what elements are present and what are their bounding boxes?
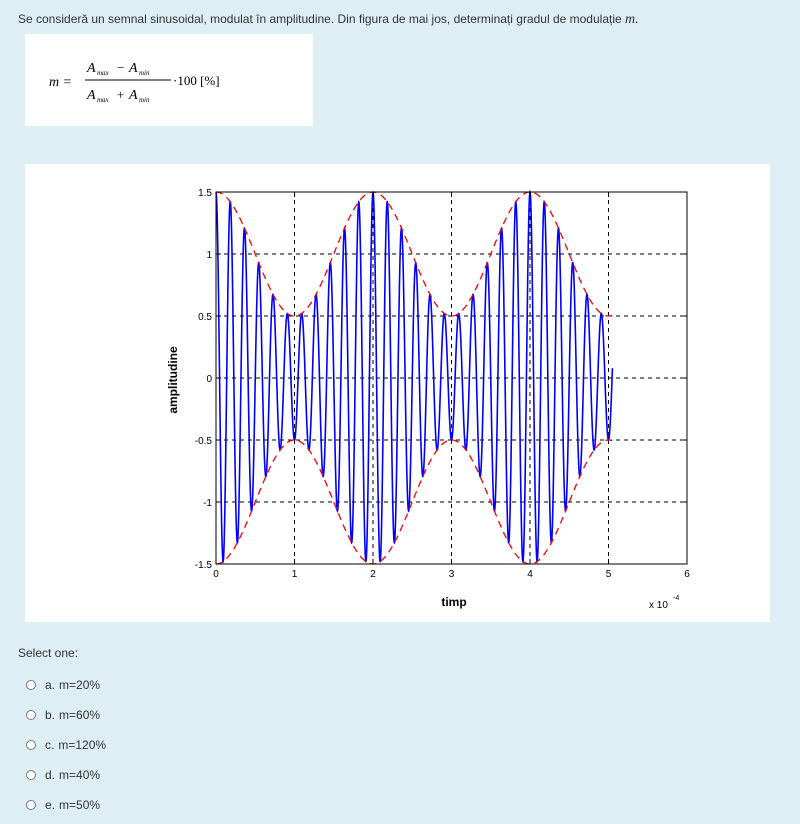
x-tick-label: 5	[605, 569, 612, 580]
formula-num-a: A	[87, 61, 96, 76]
formula-den-plus: +	[117, 87, 125, 102]
radio-icon[interactable]	[26, 740, 36, 750]
option-letter: e.	[45, 798, 56, 812]
radio-icon[interactable]	[26, 770, 36, 780]
formula-num-b: A	[129, 61, 138, 76]
option-e[interactable]	[18, 790, 106, 820]
y-tick-label: -0.5	[194, 436, 212, 447]
x-tick-label: 4	[527, 569, 533, 580]
question-variable: m.	[625, 12, 639, 27]
y-tick-label: 1.5	[198, 188, 212, 199]
formula-den-b: A	[129, 88, 138, 103]
select-one-prompt: Select one:	[18, 646, 79, 660]
radio-icon[interactable]	[26, 710, 36, 720]
radio-icon[interactable]	[26, 680, 36, 690]
x-tick-label: 1	[291, 569, 298, 580]
formula-den-b-sub: min	[139, 96, 150, 104]
y-tick-label: -1	[203, 498, 212, 509]
option-letter: b.	[45, 708, 56, 722]
y-axis-label: amplitudine	[166, 346, 180, 414]
x-tick-label: 0	[213, 569, 219, 580]
formula-image	[25, 34, 313, 126]
y-tick-label: -1.5	[194, 560, 212, 571]
x-tick-label: 3	[448, 569, 455, 580]
figure-image	[25, 164, 770, 622]
option-letter: a.	[45, 678, 56, 692]
x-multiplier: x 10	[649, 600, 668, 611]
option-label: m=60%	[59, 708, 101, 722]
x-multiplier-exponent: -4	[673, 595, 680, 602]
option-label: m=120%	[58, 738, 107, 752]
option-c[interactable]	[18, 730, 106, 760]
am-signal-line	[216, 192, 612, 561]
formula-lhs: m =	[49, 75, 73, 90]
modulation-formula	[25, 34, 313, 126]
option-label: m=20%	[59, 678, 101, 692]
formula-suffix: ·100 [%]	[173, 73, 220, 88]
y-tick-label: 0	[206, 374, 212, 385]
answer-block	[18, 646, 106, 820]
option-letter: c.	[45, 738, 55, 752]
formula-num-b-sub: min	[139, 69, 150, 77]
formula-num-minus: −	[117, 60, 125, 75]
option-letter: d.	[45, 768, 56, 782]
x-tick-label: 2	[370, 569, 376, 580]
option-a[interactable]	[18, 670, 106, 700]
option-b[interactable]	[18, 700, 106, 730]
option-label: m=40%	[59, 768, 101, 782]
question-body: Se consideră un semnal sinusoidal, modulat în amplitudine. Din figura de mai jos, determinați gradul de modulație	[18, 12, 622, 26]
am-signal-chart	[25, 164, 770, 622]
question-text	[18, 12, 639, 28]
option-label: m=50%	[59, 798, 101, 812]
x-axis-label: timp	[441, 595, 467, 609]
radio-icon[interactable]	[26, 800, 36, 810]
formula-den-a-sub: max	[97, 96, 109, 104]
y-tick-label: 0.5	[198, 312, 212, 323]
formula-den-a: A	[87, 88, 96, 103]
option-d[interactable]	[18, 760, 106, 790]
y-tick-label: 1	[206, 250, 212, 261]
formula-num-a-sub: max	[97, 69, 109, 77]
x-tick-label: 6	[684, 569, 690, 580]
